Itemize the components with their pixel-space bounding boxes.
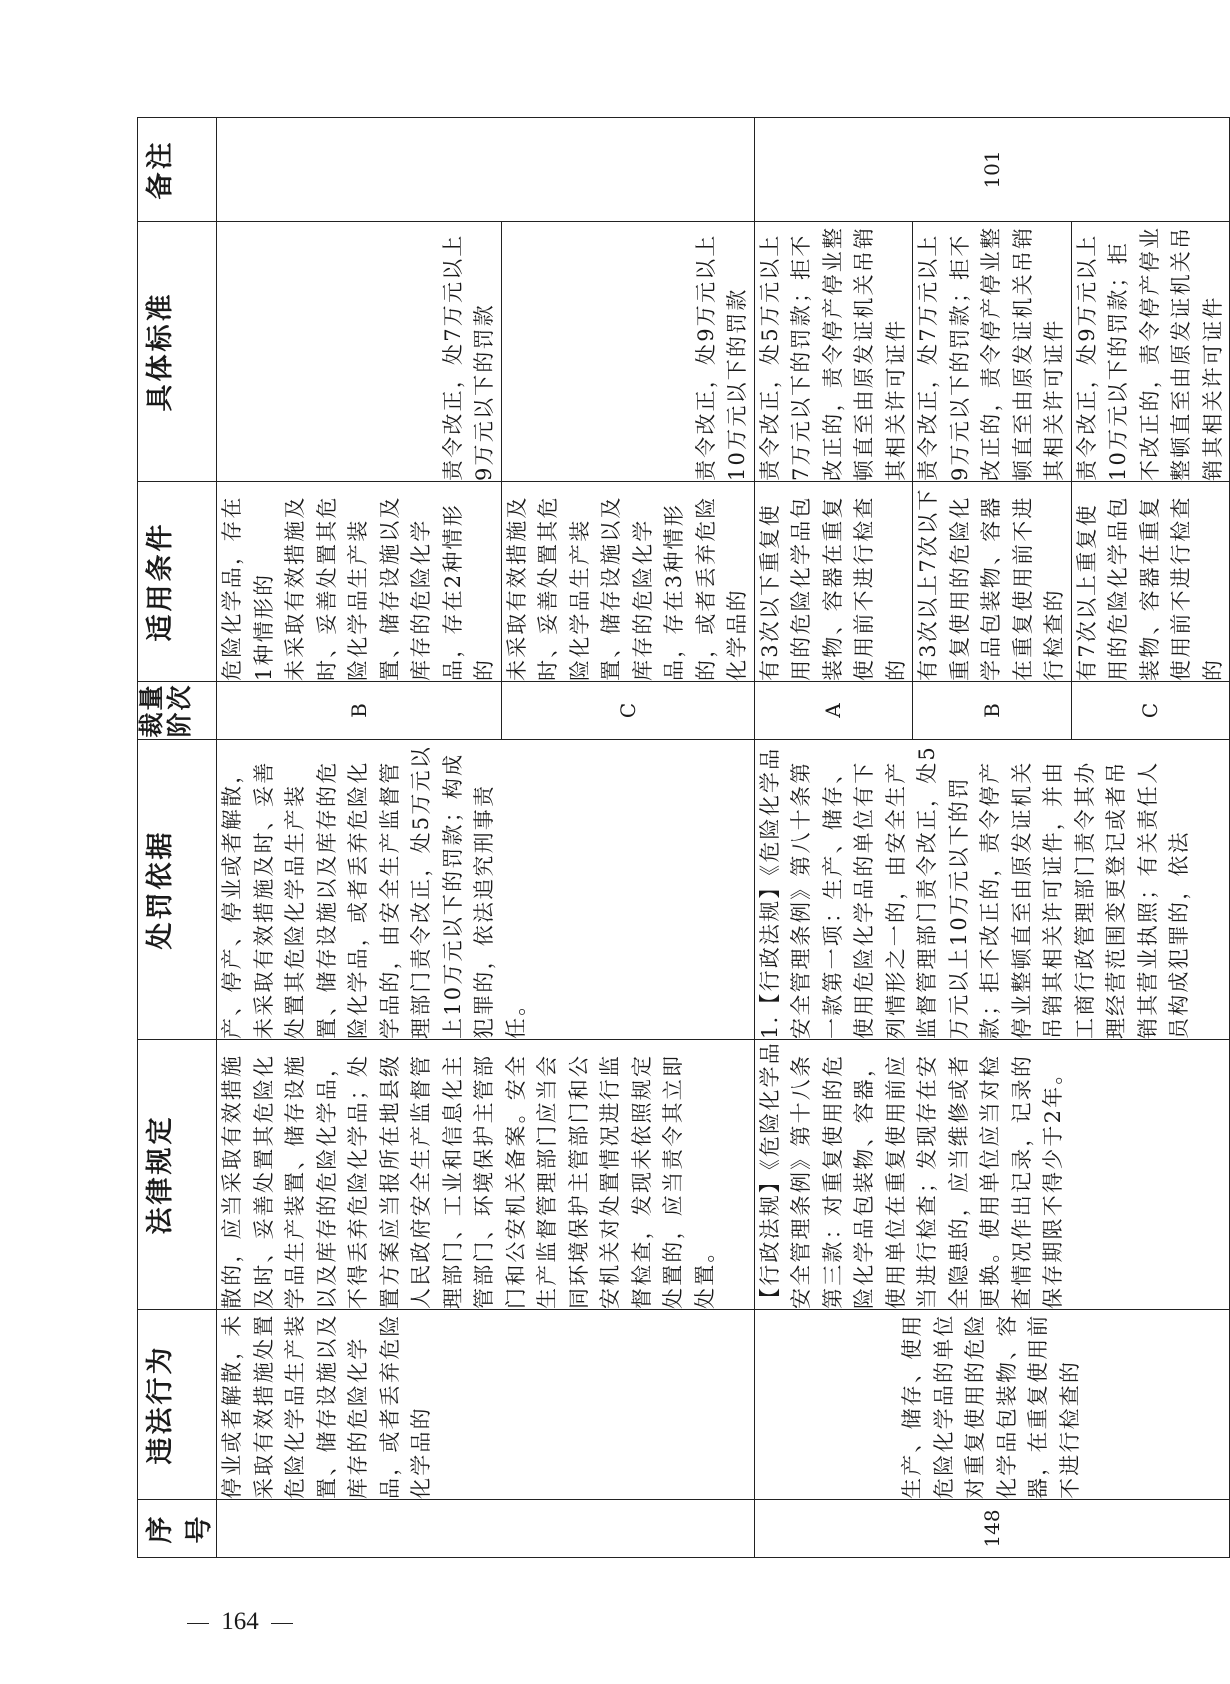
- header-condition: 适用条件: [138, 482, 217, 682]
- header-standard: 具体标准: [138, 222, 217, 482]
- violation-cell: 生产、储存、使用危险化学品的单位对重复使用的危险化学品包装物、容器，在重复使用前不进行检查的: [754, 1310, 1230, 1500]
- condition-cell: 有7次以上重复使用的危险化学品包装物、容器在重复使用前不进行检查的: [1071, 482, 1230, 682]
- standard-cell: 责令改正，处9万元以上10万元以下的罚款；拒不改正的，责令停产停业整顿直至由原发证机关吊销其相关许可证件: [1071, 222, 1230, 482]
- standard-cell: 责令改正，处7万元以上9万元以下的罚款: [217, 222, 502, 482]
- law-cell: 【行政法规】《危险化学品安全管理条例》第十八条第三款：对重复使用的危险化学品包装物、容器，使用单位在重复使用前应当进行检查；发现存在安全隐患的，应当维修或者更换。使用单位应当对检查情况作出记录，记录的保存期限不得少于2年。: [754, 1040, 1230, 1310]
- standard-cell: 责令改正，处7万元以上9万元以下的罚款；拒不改正的，责令停产停业整顿直至由原发证机关吊销其相关许可证件: [913, 222, 1072, 482]
- header-basis: 处罚依据: [138, 740, 217, 1040]
- seq-number: 148: [754, 1500, 1230, 1558]
- law-cell: 散的，应当采取有效措施及时、妥善处置其危险化学品生产装置、储存设施以及库存的危险化学品，不得丢弃危险化学品；处置方案应当报所在地县级人民政府安全生产监督管理部门、工业和信息化主管部门、环境保护主管部门和公安机关备案。安全生产监督管理部门应当会同环境保护主管部门和公安机关对处置情况进行监督检查，发现未依照规定处置的，应当责令其立即处置。: [217, 1040, 755, 1310]
- level-cell: C: [1071, 682, 1230, 740]
- violation-cell: 停业或者解散，未采取有效措施处置危险化学品生产装置、储存设施以及库存的危险化学品，或者丢弃危险化学品的: [217, 1310, 755, 1500]
- table-row: [754, 118, 913, 1558]
- header-seq: 序号: [138, 1500, 217, 1558]
- discretion-table: [137, 117, 1230, 1558]
- seq-cell-continued: [217, 1500, 755, 1558]
- header-remark: 备注: [138, 118, 217, 222]
- basis-cell: 产、停产、停业或者解散，未采取有效措施及时、妥善处置其危险化学品生产装置、储存设施以及库存的危险化学品，或者丢弃危险化学品的，由安全生产监督管理部门责令改正，处5万元以上10万元以下的罚款；构成犯罪的，依法追究刑事责任。: [217, 740, 755, 1040]
- standard-cell: 责令改正，处9万元以上10万元以下的罚款: [501, 222, 754, 482]
- page-number: 164: [221, 1608, 259, 1635]
- page-number-footer: [175, 1608, 305, 1636]
- dash-left: [187, 1623, 209, 1624]
- header-violation: 违法行为: [138, 1310, 217, 1500]
- standard-cell: 责令改正，处5万元以上7万元以下的罚款；拒不改正的，责令停产停业整顿直至由原发证机关吊销其相关许可证件: [754, 222, 913, 482]
- remark-cell: [217, 118, 755, 222]
- level-cell: A: [754, 682, 913, 740]
- level-cell: B: [913, 682, 1072, 740]
- condition-cell: 有3次以下重复使用的危险化学品包装物、容器在重复使用前不进行检查的: [754, 482, 913, 682]
- remark-number: 101: [754, 118, 1230, 222]
- table-row: [217, 118, 502, 1558]
- condition-cell: 未采取有效措施及时、妥善处置其危险化学品生产装置、储存设施以及库存的危险化学品，存在3种情形的，或者丢弃危险化学品的: [501, 482, 754, 682]
- basis-cell: 1.【行政法规】《危险化学品安全管理条例》第八十条第一款第一项：生产、储存、使用危险化学品的单位有下列情形之一的，由安全生产监督管理部门责令改正，处5万元以上10万元以下的罚款；拒不改正的，责令停产停业整顿直至由原发证机关吊销其相关许可证件，并由工商行政管理部门责令其办理经营范围变更登记或者吊销其营业执照；有关责任人员构成犯罪的，依法: [754, 740, 1230, 1040]
- header-level: 裁量阶次: [138, 682, 217, 740]
- level-cell: C: [501, 682, 754, 740]
- level-cell: B: [217, 682, 502, 740]
- dash-right: [271, 1623, 293, 1624]
- penalty-standards-table: [137, 118, 1225, 1558]
- condition-cell: 有3次以上7次以下重复使用的危险化学品包装物、容器在重复使用前不进行检查的: [913, 482, 1072, 682]
- header-law: 法律规定: [138, 1040, 217, 1310]
- table-header-row: [138, 118, 217, 1558]
- condition-cell: 危险化学品，存在1种情形的 未采取有效措施及时、妥善处置其危险化学品生产装置、储存设施以及库存的危险化学品，存在2种情形的: [217, 482, 502, 682]
